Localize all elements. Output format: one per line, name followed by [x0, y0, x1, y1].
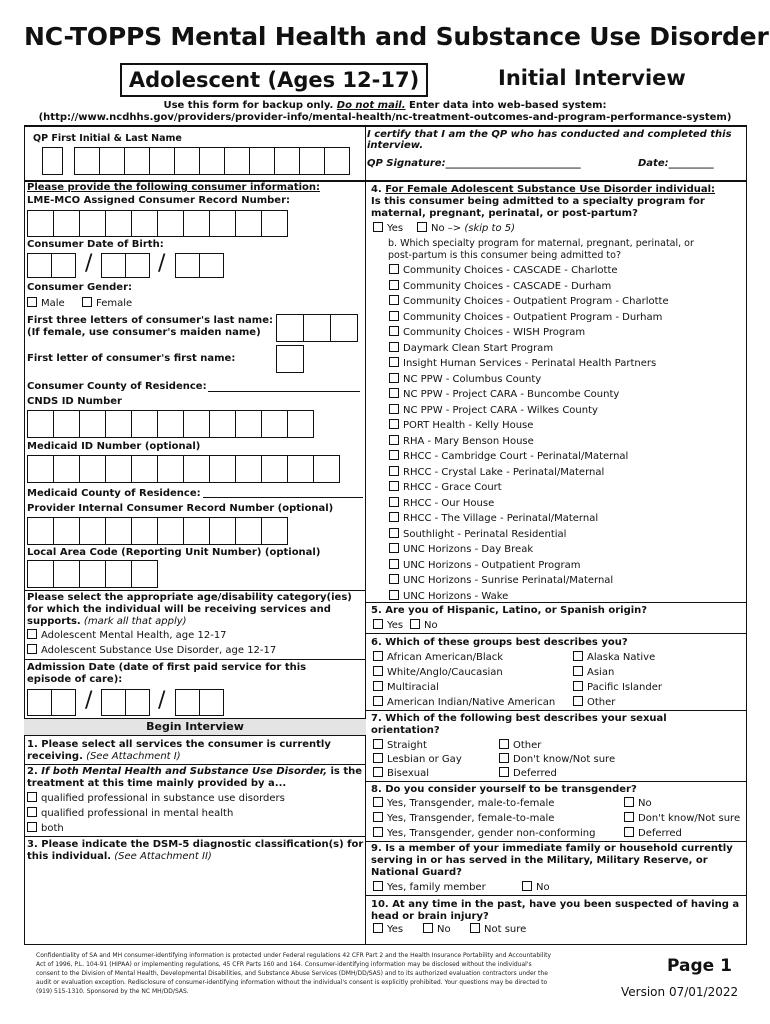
age-opt-substance-use-checkbox[interactable] [27, 644, 37, 654]
program-option[interactable]: RHCC - Grace Court [389, 481, 502, 494]
dob-label: Consumer Date of Birth: [27, 239, 164, 250]
program-option[interactable]: RHCC - Cambridge Court - Perinatal/Maternal [389, 450, 628, 463]
q6-option[interactable]: Alaska Native [573, 651, 655, 664]
qp-date[interactable]: Date:_________ [638, 158, 714, 169]
lac-boxes[interactable] [27, 560, 158, 588]
left-rule-2 [24, 659, 366, 660]
q7-checkbox[interactable] [373, 753, 383, 763]
admission-day-boxes[interactable] [101, 689, 150, 716]
q6-checkbox[interactable] [373, 696, 383, 706]
q6-option[interactable]: Other [573, 696, 615, 709]
program-option[interactable]: Community Choices - Outpatient Program - Charlotte [389, 295, 669, 308]
column-divider [365, 125, 366, 945]
q5-no-checkbox[interactable] [410, 619, 420, 629]
program-checkbox[interactable] [389, 280, 399, 290]
medicaid-label: Medicaid ID Number (optional) [27, 441, 201, 452]
first-letter-label: First letter of consumer's first name: [27, 353, 236, 364]
provider-record-label: Provider Internal Consumer Record Number (optional) [27, 503, 334, 514]
q7-option[interactable]: Lesbian or Gay [373, 753, 462, 766]
program-checkbox[interactable] [389, 342, 399, 352]
program-checkbox[interactable] [389, 528, 399, 538]
q4a-yes-option[interactable]: Yes [373, 222, 403, 235]
q4b-line-1: b. Which specialty program for maternal, pregnant, perinatal, or [388, 238, 694, 249]
frame-top-rule [24, 125, 746, 127]
admission-slash-2: / [158, 688, 166, 713]
q2-line-1: 2. If both Mental Health and Substance Use Disorder, is the [27, 766, 363, 777]
interview-type: Initial Interview [498, 66, 686, 90]
gender-female-checkbox[interactable] [82, 297, 92, 307]
q7-checkbox[interactable] [373, 767, 383, 777]
q7-checkbox[interactable] [499, 739, 509, 749]
q8-option[interactable]: Don't know/Not sure [624, 812, 740, 825]
q7-option[interactable]: Other [499, 739, 541, 752]
q9-yes-option[interactable]: Yes, family member [373, 881, 486, 894]
program-checkbox[interactable] [389, 295, 399, 305]
program-option[interactable]: Insight Human Services - Perinatal Health Partners [389, 357, 656, 370]
q10-checkbox[interactable] [373, 923, 383, 933]
cnds-label: CNDS ID Number [27, 396, 122, 407]
q9-no-option[interactable]: No [522, 881, 550, 894]
dob-slash-2: / [158, 251, 166, 276]
q9-line-2: serving in or has served in the Military, Military Reserve, or [371, 855, 708, 866]
program-checkbox[interactable] [389, 311, 399, 321]
program-checkbox[interactable] [389, 388, 399, 398]
q8-option[interactable]: Yes, Transgender, gender non-conforming [373, 827, 596, 840]
program-checkbox[interactable] [389, 419, 399, 429]
dob-year-boxes[interactable] [175, 253, 224, 278]
use-note: Use this form for backup only. Do not mail. Enter data into web-based system: [163, 100, 607, 111]
confidentiality-line: Confidentiality of SA and MH consumer-identifying information is protected under Federal regulations 42 CFR Part 2 and the Health Insurance Portability and Accountability [36, 952, 552, 959]
frame-right-rule [746, 125, 747, 945]
confidentiality-line: consent to the Division of Mental Health, Developmental Disabilities, and Substance Abuse Services (DMH/DD/SAS) and to its authorized evaluation contractors under the [36, 970, 548, 977]
q2-opt-both[interactable]: both [27, 822, 64, 835]
program-option[interactable]: Community Choices - Outpatient Program - Durham [389, 311, 662, 324]
program-checkbox[interactable] [389, 404, 399, 414]
system-url[interactable]: (http://www.ncdhhs.gov/providers/provider-info/mental-health/nc-treatment-outcomes-and-program-performance-system) [38, 112, 732, 123]
q7-checkbox[interactable] [499, 767, 509, 777]
program-checkbox[interactable] [389, 481, 399, 491]
q8-checkbox[interactable] [373, 797, 383, 807]
program-checkbox[interactable] [389, 559, 399, 569]
dob-month-boxes[interactable] [27, 253, 76, 278]
admission-month-boxes[interactable] [27, 689, 76, 716]
gender-male-option[interactable]: Male [27, 297, 65, 310]
program-option[interactable]: NC PPW - Columbus County [389, 373, 541, 386]
qp-initial-box[interactable] [42, 147, 63, 175]
medicaid-boxes[interactable] [27, 455, 340, 483]
q5-label: 5. Are you of Hispanic, Latino, or Spanish origin? [371, 605, 648, 616]
q6-option[interactable]: Asian [573, 666, 614, 679]
frame-bottom-rule [24, 944, 747, 945]
qp-certify: I certify that I am the QP who has conducted and completed this interview. [367, 129, 732, 151]
q8-checkbox[interactable] [373, 812, 383, 822]
program-checkbox[interactable] [389, 264, 399, 274]
begin-interview-bar: Begin Interview [24, 718, 366, 736]
q7-line-2: orientation? [371, 725, 440, 736]
qp-last-name-boxes[interactable] [74, 147, 360, 175]
q4a-no-checkbox[interactable] [417, 222, 427, 232]
provider-record-boxes[interactable] [27, 517, 288, 545]
q5-yes-option[interactable]: Yes [373, 619, 403, 632]
q6-checkbox[interactable] [573, 681, 583, 691]
q2-line-2: treatment at this time mainly provided by a... [27, 778, 287, 789]
program-checkbox[interactable] [389, 450, 399, 460]
q1-line-2: receiving. (See Attachment I) [27, 751, 181, 762]
gender-male-checkbox[interactable] [27, 297, 37, 307]
age-cat-line-1: Please select the appropriate age/disability category(ies) [27, 592, 352, 603]
q6-option[interactable]: Pacific Islander [573, 681, 662, 694]
q7-line-1: 7. Which of the following best describes your sexual [371, 713, 667, 724]
q8-checkbox[interactable] [373, 827, 383, 837]
dob-slash-1: / [85, 251, 93, 276]
q8-checkbox[interactable] [624, 797, 634, 807]
gender-female-option[interactable]: Female [82, 297, 132, 310]
confidentiality-line: (919) 515-1310. Sponsored by the NC MH/DD/SAS. [36, 988, 189, 995]
program-option[interactable]: UNC Horizons - Wake [389, 590, 508, 603]
q7-checkbox[interactable] [373, 739, 383, 749]
gender-label: Consumer Gender: [27, 282, 132, 293]
q4a-yes-checkbox[interactable] [373, 222, 383, 232]
right-rule-6 [366, 895, 747, 896]
q6-label: 6. Which of these groups best describes you? [371, 637, 628, 648]
program-checkbox[interactable] [389, 466, 399, 476]
q6-checkbox[interactable] [373, 666, 383, 676]
program-option[interactable]: UNC Horizons - Day Break [389, 543, 533, 556]
confidentiality-line: audit or evaluation exception. Redisclosure of consumer-identifying information without the individual's consent is explicitly prohibited. Your questions may be directed to [36, 979, 548, 986]
q2-opt-substance[interactable]: qualified professional in substance use disorders [27, 792, 285, 805]
program-checkbox[interactable] [389, 512, 399, 522]
right-rule-4 [366, 781, 747, 782]
right-rule-2 [366, 633, 747, 634]
right-rule-3 [366, 710, 747, 711]
cnds-boxes[interactable] [27, 410, 314, 438]
program-option[interactable]: NC PPW - Project CARA - Buncombe County [389, 388, 619, 401]
admission-line-2: episode of care): [27, 674, 123, 685]
page-number: Page 1 [667, 956, 732, 976]
age-cat-line-2: for which the individual will be receiving services and [27, 604, 331, 615]
q4a-no-option[interactable]: No –> (skip to 5) [417, 222, 515, 235]
q10-line-1: 10. At any time in the past, have you been suspected of having a [371, 899, 740, 910]
q9-line-3: National Guard? [371, 867, 462, 878]
q10-checkbox[interactable] [423, 923, 433, 933]
q6-checkbox[interactable] [573, 651, 583, 661]
admission-line-1: Admission Date (date of first paid service for this [27, 662, 307, 673]
q4-heading: 4. For Female Adolescent Substance Use Disorder individual: [371, 184, 716, 195]
lme-record-boxes[interactable] [27, 210, 288, 237]
q3-line-2: this individual. (See Attachment II) [27, 851, 212, 862]
medicaid-county-label: Medicaid County of Residence: [27, 488, 201, 499]
q4a-line-2: maternal, pregnant, perinatal, or post-partum? [371, 208, 638, 219]
form-title: NC-TOPPS Mental Health and Substance Use Disorder [24, 22, 769, 51]
q6-option[interactable]: African American/Black [373, 651, 503, 664]
program-option[interactable]: RHA - Mary Benson House [389, 435, 534, 448]
maiden-name-note: (If female, use consumer's maiden name) [27, 327, 261, 338]
q1-line-1: 1. Please select all services the consumer is currently [27, 739, 331, 750]
program-checkbox[interactable] [389, 543, 399, 553]
county-residence-label: Consumer County of Residence: [27, 381, 207, 392]
q4a-line-1: Is this consumer being admitted to a specialty program for [371, 196, 705, 207]
confidentiality-line: Act of 1996, P.L. 104-91 (HIPAA) or implementing regulations, 45 CFR Parts 160 and 164. Consumer-identifying information may be disclosed without the individual's [36, 961, 532, 968]
program-option[interactable]: RHCC - Our House [389, 497, 494, 510]
q8-checkbox[interactable] [624, 827, 634, 837]
q8-checkbox[interactable] [624, 812, 634, 822]
q8-option[interactable]: No [624, 797, 652, 810]
q10-option[interactable]: Not sure [470, 923, 526, 936]
program-option[interactable]: RHCC - Crystal Lake - Perinatal/Maternal [389, 466, 604, 479]
q9-no-checkbox[interactable] [522, 881, 532, 891]
q2-opt-mental-health-checkbox[interactable] [27, 807, 37, 817]
provide-info-heading: Please provide the following consumer information: [27, 182, 321, 193]
q6-option[interactable]: Multiracial [373, 681, 439, 694]
program-checkbox[interactable] [389, 497, 399, 507]
qp-name-label: QP First Initial & Last Name [33, 133, 182, 144]
q6-checkbox[interactable] [573, 666, 583, 676]
q6-checkbox[interactable] [373, 681, 383, 691]
age-opt-mental-health[interactable]: Adolescent Mental Health, age 12-17 [27, 629, 227, 642]
q2-opt-substance-checkbox[interactable] [27, 792, 37, 802]
q6-checkbox[interactable] [373, 651, 383, 661]
q9-line-1: 9. Is a member of your immediate family or household currently [371, 843, 733, 854]
q4b-line-2: post-partum is this consumer being admitted to? [388, 250, 621, 261]
q7-option[interactable]: Straight [373, 739, 427, 752]
admission-year-boxes[interactable] [175, 689, 224, 716]
program-option[interactable]: Southlight - Perinatal Residential [389, 528, 566, 541]
program-option[interactable]: Daymark Clean Start Program [389, 342, 553, 355]
program-checkbox[interactable] [389, 373, 399, 383]
right-rule-1 [366, 602, 747, 603]
admission-slash-1: / [85, 688, 93, 713]
program-option[interactable]: UNC Horizons - Sunrise Perinatal/Maternal [389, 574, 613, 587]
q10-option[interactable]: No [423, 923, 451, 936]
left-rule-1 [24, 590, 366, 591]
program-option[interactable]: UNC Horizons - Outpatient Program [389, 559, 580, 572]
q5-yes-checkbox[interactable] [373, 619, 383, 629]
version-label: Version 07/01/2022 [621, 985, 739, 999]
program-checkbox[interactable] [389, 574, 399, 584]
q7-checkbox[interactable] [499, 753, 509, 763]
q10-option[interactable]: Yes [373, 923, 403, 936]
q7-option[interactable]: Don't know/Not sure [499, 753, 615, 766]
q10-line-2: head or brain injury? [371, 911, 489, 922]
county-residence-line[interactable] [208, 391, 360, 392]
q6-checkbox[interactable] [573, 696, 583, 706]
q7-option[interactable]: Deferred [499, 767, 557, 780]
program-option[interactable]: NC PPW - Project CARA - Wilkes County [389, 404, 598, 417]
program-checkbox[interactable] [389, 590, 399, 600]
program-checkbox[interactable] [389, 326, 399, 336]
q8-option[interactable]: Yes, Transgender, female-to-male [373, 812, 554, 825]
last-name-label: First three letters of consumer's last name: [27, 315, 273, 326]
program-checkbox[interactable] [389, 435, 399, 445]
frame-left-rule [24, 125, 25, 945]
program-option[interactable]: Community Choices - CASCADE - Charlotte [389, 264, 618, 277]
program-checkbox[interactable] [389, 357, 399, 367]
last-name-letter-boxes[interactable] [276, 314, 358, 342]
lme-label: LME-MCO Assigned Consumer Record Number: [27, 195, 290, 206]
first-letter-box[interactable] [276, 345, 304, 373]
left-rule-3 [24, 764, 366, 765]
left-rule-4 [24, 836, 366, 837]
q2-opt-mental-health[interactable]: qualified professional in mental health [27, 807, 233, 820]
lac-label: Local Area Code (Reporting Unit Number) (optional) [27, 547, 321, 558]
q3-line-1: 3. Please indicate the DSM-5 diagnostic classification(s) for [27, 839, 364, 850]
q10-checkbox[interactable] [470, 923, 480, 933]
right-rule-5 [366, 841, 747, 842]
program-option[interactable]: Community Choices - WISH Program [389, 326, 585, 339]
q5-no-option[interactable]: No [410, 619, 438, 632]
q8-label: 8. Do you consider yourself to be transgender? [371, 784, 637, 795]
q9-yes-checkbox[interactable] [373, 881, 383, 891]
program-option[interactable]: RHCC - The Village - Perinatal/Maternal [389, 512, 598, 525]
q8-option[interactable]: Yes, Transgender, male-to-female [373, 797, 554, 810]
age-cat-line-3: supports. (mark all that apply) [27, 616, 187, 627]
form-type-box: Adolescent (Ages 12-17) [120, 63, 428, 97]
medicaid-county-line[interactable] [203, 497, 363, 498]
age-opt-substance-use[interactable]: Adolescent Substance Use Disorder, age 12-17 [27, 644, 276, 657]
q7-option[interactable]: Bisexual [373, 767, 429, 780]
qp-signature[interactable]: QP Signature:___________________________ [367, 158, 581, 169]
dob-day-boxes[interactable] [101, 253, 150, 278]
q2-opt-both-checkbox[interactable] [27, 822, 37, 832]
q6-option[interactable]: White/Anglo/Caucasian [373, 666, 503, 679]
q8-option[interactable]: Deferred [624, 827, 682, 840]
program-option[interactable]: Community Choices - CASCADE - Durham [389, 280, 611, 293]
q6-option[interactable]: American Indian/Native American [373, 696, 555, 709]
age-opt-mental-health-checkbox[interactable] [27, 629, 37, 639]
program-option[interactable]: PORT Health - Kelly House [389, 419, 533, 432]
